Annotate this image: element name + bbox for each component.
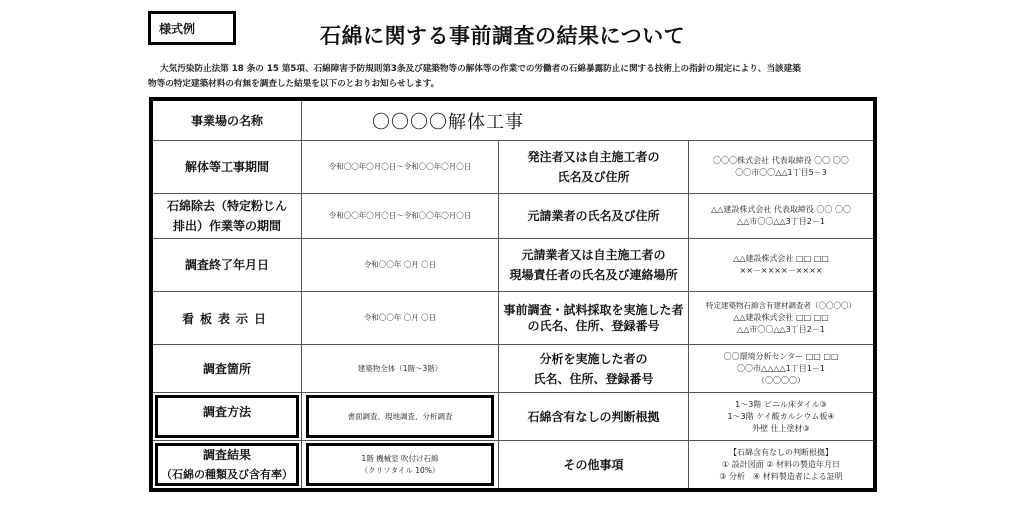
removal-period-label-line1: 石綿除去（特定粉じん bbox=[166, 199, 287, 213]
survey-result-label-line1: 調査結果 bbox=[202, 447, 251, 462]
site-manager-label-line2: 現場責任者の氏名及び連絡場所 bbox=[509, 268, 678, 282]
removal-period-value: 令和〇〇年〇月〇日～令和〇〇年〇月〇日 bbox=[328, 211, 472, 220]
sign-display-date-label: 看板表示日 bbox=[181, 311, 272, 326]
site-manager-value-line1: △△建設株式会社 □□ □□ bbox=[733, 254, 829, 263]
client-info-label-line2: 氏名及び住所 bbox=[557, 170, 630, 184]
pre-survey-inspector-label-line1: 事前調査・試料採取を実施した者 bbox=[503, 303, 684, 317]
survey-result-label bbox=[155, 443, 299, 486]
no-asbestos-basis-label-line1: 石綿含有なしの判断根拠 bbox=[527, 409, 660, 424]
prime-contractor-value-line2: △△市〇〇△△3丁目2－1 bbox=[737, 217, 825, 226]
analyst-value-line1: 〇〇環境分析センター □□ □□ bbox=[723, 351, 839, 361]
pre-survey-inspector-label-line2: の氏名、住所、登録番号 bbox=[527, 319, 660, 333]
analyst-label-line1: 分析を実施した者の bbox=[539, 351, 648, 366]
other-matters-label bbox=[499, 441, 688, 488]
survey-result-label-line2: （石綿の種類及び含有率） bbox=[161, 467, 293, 481]
demolition-period-label: 解体等工事期間 bbox=[184, 160, 269, 174]
client-info-value-line2: 〇〇市〇〇△△1丁目5－3 bbox=[735, 168, 827, 177]
survey-method-label: 調査方法 bbox=[155, 395, 299, 438]
site-manager-label bbox=[499, 239, 688, 291]
survey-result-value-line1: 1階 機械室 吹付け石綿 bbox=[361, 453, 439, 463]
site-manager-value-line2: ××－××××－×××× bbox=[739, 266, 823, 275]
prime-contractor-label bbox=[499, 194, 688, 238]
analyst-label-line2: 氏名、住所、登録番号 bbox=[533, 371, 654, 386]
site-manager-label-line1: 元請業者又は自主施工者の bbox=[521, 248, 666, 262]
survey-method-value: 書面調査、現地調査、分析調査 bbox=[306, 395, 494, 438]
pre-survey-inspector-value-line1: 特定建築物石綿含有建材調査者（〇〇〇〇） bbox=[706, 301, 856, 310]
client-info-value-line1: 〇〇〇株式会社 代表取締役 〇〇 〇〇 bbox=[713, 156, 849, 165]
survey-result-value bbox=[306, 443, 494, 486]
survey-end-date-label: 調査終了年月日 bbox=[184, 258, 269, 272]
other-matters-value bbox=[689, 441, 873, 488]
intro-line-2: 物等の特定建築材料の有無を調査した結果を以下のとおりお知らせします。 bbox=[148, 79, 440, 89]
site-manager-value bbox=[689, 239, 873, 291]
prime-contractor-label-line1: 元請業者の氏名及び住所 bbox=[527, 209, 660, 223]
sign-display-date-value: 令和〇〇年 〇月 〇日 bbox=[363, 313, 437, 322]
survey-location-value: 建築物全体（1階～3階） bbox=[357, 363, 443, 373]
no-asbestos-basis-value-line3: 外壁 仕上塗材③ bbox=[752, 423, 810, 433]
client-info-value bbox=[689, 141, 873, 193]
survey-end-date-value: 令和〇〇年 〇月 〇日 bbox=[363, 260, 437, 269]
intro-paragraph bbox=[148, 62, 878, 92]
survey-result-table bbox=[149, 97, 877, 492]
other-matters-label-line1: その他事項 bbox=[563, 457, 624, 472]
client-info-label-line1: 発注者又は自主施工者の bbox=[527, 150, 660, 164]
no-asbestos-basis-value-line1: 1～3階 ビニル床タイル③ bbox=[735, 399, 827, 409]
prime-contractor-value-line1: △△建設株式会社 代表取締役 〇〇 〇〇 bbox=[711, 205, 851, 214]
site-name-value: 〇〇〇〇解体工事 bbox=[372, 111, 524, 133]
other-matters-value-line1: 【石綿含有なしの判断根拠】 bbox=[729, 447, 833, 457]
pre-survey-inspector-value bbox=[689, 292, 873, 344]
other-matters-value-line2: ① 設計図面 ② 材料の製造年月日 bbox=[722, 459, 840, 469]
pre-survey-inspector-value-line2: △△建設株式会社 □□ □□ bbox=[733, 313, 829, 322]
removal-period-label-line2: 排出）作業等の期間 bbox=[172, 219, 281, 233]
pre-survey-inspector-label bbox=[499, 292, 688, 344]
demolition-period-value: 令和〇〇年〇月〇日～令和〇〇年〇月〇日 bbox=[328, 162, 472, 171]
other-matters-value-line3: ③ 分析 ④ 材料製造者による証明 bbox=[719, 471, 843, 481]
site-name-label: 事業場の名称 bbox=[190, 113, 263, 128]
no-asbestos-basis-value-line2: 1～3階 ケイ酸カルシウム板④ bbox=[727, 411, 835, 421]
analyst-value-line2: 〇〇市△△△△1丁目1－1 bbox=[737, 363, 825, 373]
analyst-value bbox=[689, 345, 873, 392]
survey-result-value-line2: （クリソタイル 10%） bbox=[360, 465, 440, 475]
pre-survey-inspector-value-line3: △△市〇〇△△3丁目2－1 bbox=[737, 325, 825, 334]
survey-location-label: 調査箇所 bbox=[202, 361, 251, 376]
form-example-label: 様式例 bbox=[148, 11, 236, 45]
analyst-value-line3: （〇〇〇〇） bbox=[757, 375, 805, 385]
intro-line-1: 大気汚染防止法第 18 条の 15 第5項、石綿障害予防規則第3条及び建築物等の解体等の作業での労働者の石綿暴露防止に関する技術上の指針の規定により、当該建築 bbox=[160, 64, 801, 74]
prime-contractor-value bbox=[689, 194, 873, 238]
removal-period-label bbox=[153, 194, 301, 238]
analyst-label bbox=[499, 345, 688, 392]
document-title: 石綿に関する事前調査の結果について bbox=[320, 24, 686, 48]
client-info-label bbox=[499, 141, 688, 193]
no-asbestos-basis-label bbox=[499, 393, 688, 440]
no-asbestos-basis-value bbox=[689, 393, 873, 440]
